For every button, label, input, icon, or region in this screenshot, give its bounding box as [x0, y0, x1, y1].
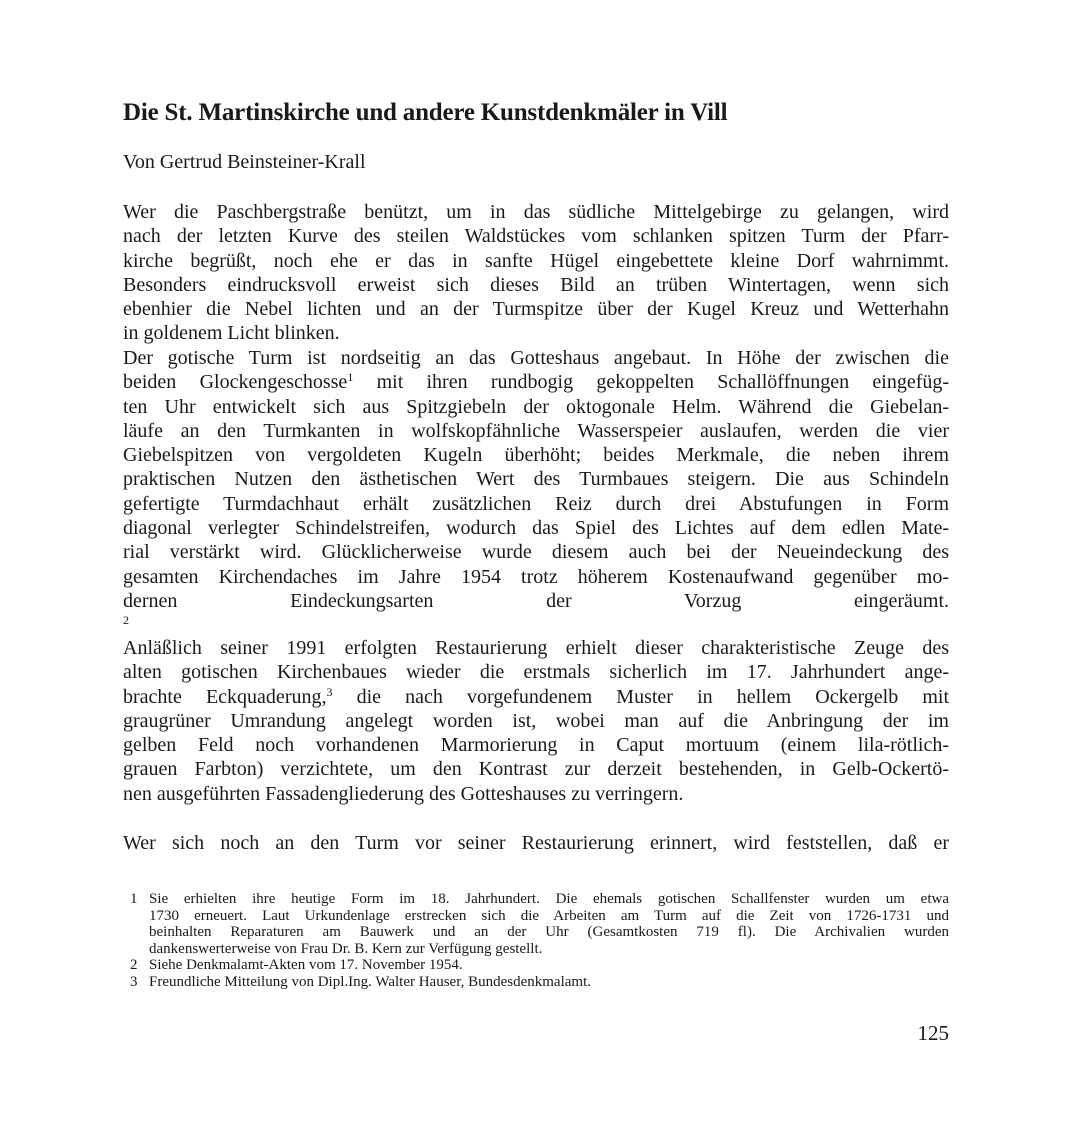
footnote-line: Sie erhielten ihre heutige Form im 18. Jahrhundert. Die ehemals gotischen Schallfenster wurden um etwa	[149, 891, 949, 907]
footnote-reference: 3	[326, 684, 333, 699]
text-segment: beiden Glockengeschosse	[123, 371, 348, 394]
text-line: rial verstärkt wird. Glücklicherweise wurde diesem auch bei der Neueindeckung des	[123, 541, 949, 564]
text-line: ten Uhr entwickelt sich aus Spitzgiebeln der oktogonale Helm. Während die Giebelan-	[123, 395, 949, 418]
text-segment: die nach vorgefundenem Muster in hellem Ockergelb mit	[356, 685, 950, 708]
text-line: Wer sich noch an den Turm vor seiner Restaurierung erinnert, wird feststellen, daß er	[123, 832, 949, 854]
page-number: 125	[917, 1021, 949, 1045]
footnote-line: Freundliche Mitteilung von Dipl.Ing. Walter Hauser, Bundesdenkmalamt.	[149, 973, 591, 990]
text-line: ebenhier die Nebel lichten und an der Turmspitze über der Kugel Kreuz und Wetterhahn	[123, 298, 949, 321]
footnote	[130, 957, 949, 974]
text-line: diagonal verlegter Schindelstreifen, wodurch das Spiel des Lichtes auf dem edlen Mate-	[123, 517, 949, 540]
footnote-line: 1730 erneuert. Laut Urkundenlage erstrecken sich die Arbeiten am Turm auf die Zeit von 1726-1731 und	[149, 907, 949, 924]
text-line: Der gotische Turm ist nordseitig an das Gotteshaus angebaut. In Höhe der zwischen die	[123, 347, 949, 369]
footnote-number: 1	[130, 891, 138, 907]
text-segment: brachte Eckquaderung,	[123, 685, 327, 708]
text-line: gesamten Kirchendaches im Jahre 1954 trotz höherem Kostenaufwand gegenüber mo-	[123, 565, 949, 588]
footnote-number: 2	[130, 957, 138, 974]
paragraph-4	[123, 831, 949, 855]
footnote-reference: 1	[347, 370, 354, 385]
article-author: Von Gertrud Beinsteiner-Krall	[123, 151, 366, 173]
paragraph-3	[123, 636, 949, 806]
text-line	[123, 370, 949, 394]
text-line: dernen Eindeckungsarten der Vorzug eingeräumt.	[123, 589, 949, 612]
text-line	[123, 613, 949, 637]
text-line: graugrüner Umrandung angelegt worden ist, wobei man auf die Anbringung der im	[123, 709, 949, 732]
footnote-line: dankenswerterweise von Frau Dr. B. Kern zur Verfügung gestellt.	[149, 940, 543, 957]
text-line: grauen Farbton) verzichtete, um den Kontrast zur derzeit bestehenden, in Gelb-Ockertö-	[123, 758, 949, 781]
footnote-reference: 2	[123, 613, 129, 628]
text-line: gelben Feld noch vorhandenen Marmorierung in Caput mortuum (einem lila-rötlich-	[123, 734, 949, 757]
paragraph-1	[123, 200, 949, 346]
footnote-line: Siehe Denkmalamt-Akten vom 17. November 1954.	[149, 957, 463, 974]
paragraph-2	[123, 346, 949, 638]
text-line: läufe an den Turmkanten in wolfskopfähnliche Wasserspeier auslaufen, werden die vier	[123, 419, 949, 442]
text-line: nen ausgeführten Fassadengliederung des Gotteshauses zu verringern.	[123, 782, 684, 805]
text-line: kirche begrüßt, noch ehe er das in sanfte Hügel eingebettete kleine Dorf wahrnimmt.	[123, 249, 949, 272]
text-line	[123, 685, 949, 709]
text-segment: mit ihren rundbogig gekoppelten Schallöffnungen eingefüg-	[376, 371, 950, 394]
text-line: in goldenem Licht blinken.	[123, 322, 340, 345]
text-line: Anläßlich seiner 1991 erfolgten Restaurierung erhielt dieser charakteristische Zeuge des	[123, 637, 949, 659]
footnotes	[130, 891, 949, 991]
footnote	[130, 891, 949, 957]
text-line: Besonders eindrucksvoll erweist sich dieses Bild an trüben Wintertagen, wenn sich	[123, 273, 949, 296]
text-line: Wer die Paschbergstraße benützt, um in das südliche Mittelgebirge zu gelangen, wird	[123, 201, 949, 223]
text-line: Giebelspitzen von vergoldeten Kugeln überhöht; beides Merkmale, die neben ihrem	[123, 444, 949, 467]
text-line: nach der letzten Kurve des steilen Waldstückes vom schlanken spitzen Turm der Pfarr-	[123, 225, 949, 248]
footnote-number: 3	[130, 973, 138, 990]
footnote-line: beinhalten Reparaturen am Bauwerk und an der Uhr (Gesamtkosten 719 fl). Die Archivalien wurden	[149, 924, 949, 941]
text-line: gefertigte Turmdachhaut erhält zusätzlichen Reiz durch drei Abstufungen in Form	[123, 492, 949, 515]
footnote	[130, 974, 949, 991]
text-line: praktischen Nutzen den ästhetischen Wert des Turmbaues steigern. Die aus Schindeln	[123, 468, 949, 491]
text-line: alten gotischen Kirchenbaues wieder die erstmals sicherlich im 17. Jahrhundert ange-	[123, 661, 949, 684]
article-title: Die St. Martinskirche und andere Kunstdenkmäler in Vill	[123, 99, 728, 126]
